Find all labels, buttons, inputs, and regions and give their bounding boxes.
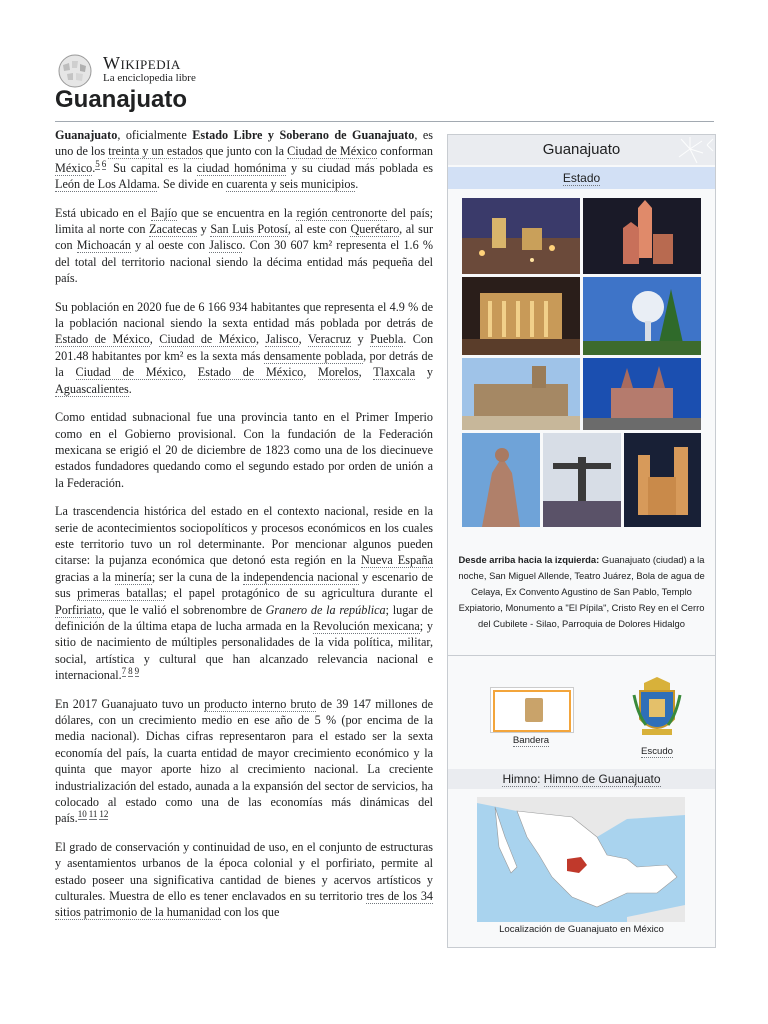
bold-text: Estado Libre y Soberano de Guanajuato: [192, 128, 415, 142]
flag-border: [493, 690, 571, 732]
article-link[interactable]: Estado de México: [197, 365, 304, 380]
article-link[interactable]: Zacatecas: [149, 222, 198, 237]
flag-label[interactable]: [490, 735, 572, 746]
anthem-label[interactable]: Himno: [502, 772, 538, 786]
reference-link[interactable]: 11: [88, 809, 98, 820]
photo-guanajuato-night[interactable]: [462, 198, 580, 274]
text-run: ; y sitio de nacimiento de múltiples personalidades de la vida política, militar, social, artística y cultural que han alcanzado relevancia nacional e internacional.: [55, 618, 433, 683]
text-run: , por detrás de la: [55, 348, 433, 380]
photo-ex-convento-san-pablo[interactable]: [462, 358, 580, 430]
text-run: ; el papel protagónico de su agricultura durante el: [163, 586, 433, 601]
coat-link[interactable]: Escudo: [641, 746, 673, 757]
text-run: El grado de conservación y continuidad de uso, en el conjunto de estructuras y asentamientos urbanos de la época colonial y el porfiriato, permite al estado poseer una significativa cantidad de bienes y acervos artísticos y culturales. Muestra de ello es tener enclavados en su territorio: [55, 839, 433, 904]
wikipedia-globe-icon: [55, 53, 95, 89]
article-link[interactable]: Michoacán: [76, 238, 131, 253]
article-paragraph: [55, 299, 433, 397]
text-run: .: [92, 160, 96, 175]
article-paragraph: [55, 205, 433, 287]
article-link[interactable]: primeras batallas: [77, 586, 164, 601]
text-run: , al sur con: [55, 222, 434, 253]
article-link[interactable]: Porfiriato: [55, 602, 102, 617]
article-link[interactable]: Nueva España: [360, 553, 433, 568]
article-link[interactable]: Revolución mexicana: [313, 618, 420, 633]
text-run: y escenario de sus: [55, 569, 433, 601]
infobox-image-caption: [456, 552, 707, 632]
article-link[interactable]: treinta y un estados: [108, 144, 203, 159]
article-link[interactable]: Estado de México: [55, 332, 150, 347]
article-link[interactable]: ciudad homónima: [196, 160, 287, 175]
text-run: , oficialmente: [117, 128, 193, 142]
italic-text: Granero de la república: [265, 602, 386, 617]
flag-link[interactable]: Bandera: [512, 735, 550, 746]
reference-group: [122, 666, 142, 676]
article-link[interactable]: región centronorte: [296, 205, 388, 220]
flag-emblem-icon: [525, 698, 543, 722]
page-title: Guanajuato: [55, 86, 188, 113]
reference-group: [78, 809, 111, 819]
photo-san-miguel-allende[interactable]: [583, 198, 701, 274]
article-link[interactable]: cuarenta y seis municipios: [226, 177, 356, 192]
infobox-type-link[interactable]: Estado: [562, 171, 601, 185]
title-divider: [55, 121, 714, 122]
article-link[interactable]: Tlaxcala: [373, 365, 416, 380]
text-run: y: [415, 365, 433, 380]
article-link[interactable]: Ciudad de México: [75, 365, 183, 380]
text-run: . Con 201.48 habitantes por km² es la sexta más: [55, 332, 434, 363]
photo-bola-de-agua-celaya[interactable]: [583, 277, 701, 355]
location-map[interactable]: [477, 797, 685, 922]
reference-group: [95, 159, 108, 169]
article-link[interactable]: Aguascalientes: [55, 381, 129, 396]
text-run: .: [355, 177, 359, 192]
text-run: y su ciudad más poblada es: [286, 160, 433, 175]
article-link[interactable]: León de Los Aldama: [55, 177, 157, 192]
article-link[interactable]: Veracruz: [307, 332, 352, 347]
article-paragraph: [55, 409, 433, 491]
reference-link[interactable]: 9: [134, 666, 140, 677]
infobox: [447, 134, 716, 948]
article-body: [55, 127, 433, 933]
photo-monumento-pipila[interactable]: [462, 433, 540, 527]
article-link[interactable]: producto interno bruto: [204, 696, 317, 711]
article-link[interactable]: México: [55, 160, 93, 175]
reference-link[interactable]: 7: [121, 666, 127, 677]
text-run: que se encuentra en la: [177, 205, 297, 220]
text-run: Su población en 2020 fue de 6 166 934 habitantes que representa el 4.9 % de la población nacional siendo la sexta entidad más poblada por detrás de: [55, 299, 433, 331]
text-run: La trascendencia histórica del estado en el contexto nacional, reside en la serie de acontecimientos sociopolíticos y procesos económicos en los cuales este territorio tuvo un rol determinante. Por mencionar algunos pueden citarse: la pujanza económica que detonó esta región en la: [55, 504, 433, 568]
article-link[interactable]: San Luis Potosí: [210, 222, 288, 237]
caption-text: Guanajuato (ciudad) a la noche, San Miguel Allende, Teatro Juárez, Bola de agua de Celaya, Ex Convento Agustino de San Pablo, Templo Expiatorio, Monumento a "El Pípila", Cristo Rey en el Cerro del Cubilete - Silao, Parroquia de Dolores Hidalgo: [458, 554, 705, 629]
text-run: de 39 147 millones de dólares, con un crecimiento medio en ese año de 5 % (por encima de la media nacional). Dichas cifras representaron para el estado ser la sexta economía del país, la cuarta entidad de mayor crecimiento económico y la quinta que mayor aporte hizo al crecimiento nacional. La creciente industrialización del estado, aunada a la expansión del sector de servicios, ha colocado al estado como una de las economías más dinámicas del país.: [55, 696, 433, 826]
article-link[interactable]: densamente poblada: [263, 348, 364, 363]
text-run: . Se divide en: [156, 177, 227, 192]
article-link[interactable]: Jalisco: [265, 332, 299, 347]
caption-bold: Desde arriba hacia la izquierda:: [458, 554, 600, 565]
infobox-title: Guanajuato: [448, 135, 715, 165]
text-run: ,: [298, 332, 308, 347]
firework-decoration-icon: [645, 135, 715, 165]
text-run: conforman: [377, 144, 433, 159]
text-run: del país; limita al norte con: [55, 205, 433, 237]
text-run: ,: [303, 365, 318, 380]
reference-link[interactable]: 6: [101, 158, 107, 169]
coat-of-arms-image[interactable]: [632, 675, 682, 743]
text-run: ; ser la cuna de la: [151, 569, 244, 584]
article-link[interactable]: independencia nacional: [243, 569, 359, 584]
photo-parroquia-dolores-hidalgo[interactable]: [624, 433, 701, 527]
text-run: ; lugar de definición de la última etapa de lucha armada en la: [55, 602, 434, 633]
infobox-separator: [448, 655, 715, 656]
reference-link[interactable]: 12: [99, 809, 109, 820]
text-run: , es uno de los: [55, 128, 433, 159]
reference-link[interactable]: 8: [128, 666, 133, 677]
article-link[interactable]: Jalisco: [209, 238, 243, 253]
wikipedia-tagline: La enciclopedia libre: [103, 72, 196, 84]
article-paragraph: [55, 503, 433, 683]
article-link[interactable]: Ciudad de México: [287, 144, 378, 159]
text-run: Está ubicado en el: [55, 205, 151, 220]
text-run: . Con 30 607 km² representa el 1.6 % del total del territorio nacional siendo la décima entidad más pequeña del país.: [55, 238, 433, 286]
article-link[interactable]: minería: [114, 569, 152, 584]
text-run: En 2017 Guanajuato tuvo un: [55, 696, 205, 711]
flag-image[interactable]: [490, 687, 574, 733]
article-paragraph: [55, 696, 433, 827]
article-link[interactable]: Querétaro: [350, 222, 400, 237]
text-run: y: [197, 222, 211, 237]
text-run: y al oeste con: [130, 238, 210, 253]
bold-text: Guanajuato: [55, 128, 118, 142]
text-run: Como entidad subnacional fue una provincia tanto en el Primer Imperio como en el Gobierno provisional. Con la fundación de la Federación mexicana se erigió el 20 de diciembre de 1823 como una de los diecinueve estados fundadores quedando como el segundo estado por orden de unión a la Federación.: [55, 410, 433, 490]
text-run: , al este con: [287, 222, 351, 237]
text-run: , que le valió el sobrenombre de: [101, 602, 266, 617]
text-run: y: [351, 332, 371, 347]
anthem-value[interactable]: Himno de Guanajuato: [543, 772, 661, 786]
infobox-type[interactable]: [448, 167, 715, 189]
text-run: con los que: [220, 905, 280, 920]
text-run: ,: [183, 365, 198, 380]
text-run: que junto con la: [202, 144, 288, 159]
map-caption: Localización de Guanajuato en México: [499, 924, 664, 935]
text-run: ,: [358, 365, 374, 380]
text-run: ,: [149, 332, 160, 347]
text-run: gracias a la: [55, 569, 115, 584]
photo-templo-expiatorio[interactable]: [583, 358, 701, 430]
article-paragraph: [55, 127, 433, 193]
text-run: Su capital es la: [108, 160, 197, 175]
article-link[interactable]: Morelos: [318, 365, 359, 380]
article-link[interactable]: Bajío: [150, 205, 178, 220]
anthem-row: Himno: Himno de Guanajuato: [448, 769, 715, 789]
article-link[interactable]: Ciudad de México: [159, 332, 256, 347]
article-link[interactable]: Puebla: [370, 332, 404, 347]
coat-label[interactable]: [624, 746, 690, 757]
photo-cristo-rey-cubilete[interactable]: [543, 433, 621, 527]
photo-teatro-juarez[interactable]: [462, 277, 580, 355]
wikipedia-wordmark: Wikipedia: [103, 53, 181, 73]
article-paragraph: [55, 839, 433, 921]
text-run: .: [128, 381, 132, 396]
reference-link[interactable]: 10: [77, 809, 87, 820]
article-link[interactable]: tres de los 34 sitios patrimonio de la humanidad: [55, 889, 434, 920]
reference-link[interactable]: 5: [95, 158, 100, 169]
text-run: ,: [255, 332, 266, 347]
